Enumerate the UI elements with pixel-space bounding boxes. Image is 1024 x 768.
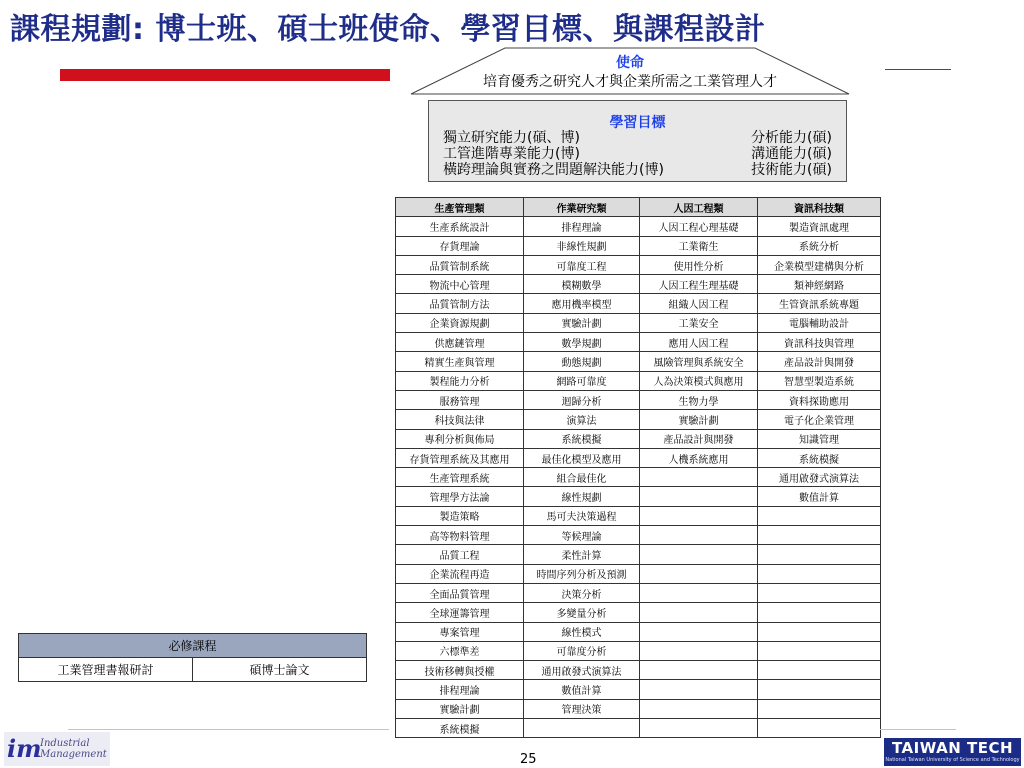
course-cell bbox=[640, 641, 758, 660]
course-cell: 動態規劃 bbox=[524, 352, 640, 371]
course-cell: 知識管理 bbox=[758, 429, 881, 448]
course-row bbox=[396, 680, 881, 699]
mission-roof bbox=[410, 47, 850, 95]
course-cell: 類神經網路 bbox=[758, 275, 881, 294]
course-cell: 專利分析與佈局 bbox=[396, 429, 524, 448]
course-cell: 柔性計算 bbox=[524, 545, 640, 564]
course-cell: 製程能力分析 bbox=[396, 371, 524, 390]
course-row bbox=[396, 603, 881, 622]
course-cell bbox=[640, 680, 758, 699]
course-row bbox=[396, 661, 881, 680]
course-cell: 存貨管理系統及其應用 bbox=[396, 448, 524, 467]
course-cell: 人因工程心理基礎 bbox=[640, 217, 758, 236]
course-cell: 系統模擬 bbox=[396, 719, 524, 738]
course-cell bbox=[758, 583, 881, 602]
course-cell: 人為決策模式與應用 bbox=[640, 371, 758, 390]
course-cell: 物流中心管理 bbox=[396, 275, 524, 294]
course-cell: 排程理論 bbox=[396, 680, 524, 699]
course-cell: 品質管制方法 bbox=[396, 294, 524, 313]
course-cell: 工業衛生 bbox=[640, 236, 758, 255]
course-cell: 品質管制系統 bbox=[396, 255, 524, 274]
course-cell: 人機系統應用 bbox=[640, 448, 758, 467]
course-cell: 生產系統設計 bbox=[396, 217, 524, 236]
course-cell bbox=[640, 564, 758, 583]
required-row bbox=[19, 658, 367, 682]
course-cell: 實驗計劃 bbox=[396, 699, 524, 718]
taiwan-tech-logo bbox=[884, 738, 1021, 766]
course-cell bbox=[758, 699, 881, 718]
required-courses-table bbox=[18, 633, 367, 682]
course-cell bbox=[640, 603, 758, 622]
course-cell: 品質工程 bbox=[396, 545, 524, 564]
course-row bbox=[396, 255, 881, 274]
course-cell: 系統模擬 bbox=[758, 448, 881, 467]
course-row bbox=[396, 699, 881, 718]
course-table-body bbox=[396, 217, 881, 738]
im-logo-line: Industrial bbox=[40, 738, 90, 749]
course-cell: 生物力學 bbox=[640, 390, 758, 409]
course-cell: 數值計算 bbox=[758, 487, 881, 506]
course-cell bbox=[758, 564, 881, 583]
course-cell: 多變量分析 bbox=[524, 603, 640, 622]
course-cell: 線性規劃 bbox=[524, 487, 640, 506]
course-row bbox=[396, 217, 881, 236]
course-cell: 生管資訊系統專題 bbox=[758, 294, 881, 313]
course-cell: 工業安全 bbox=[640, 313, 758, 332]
course-cell: 組織人因工程 bbox=[640, 294, 758, 313]
course-cell: 六標準差 bbox=[396, 641, 524, 660]
course-row bbox=[396, 313, 881, 332]
taiwan-tech-name: TAIWAN TECH bbox=[891, 739, 1014, 757]
course-table-header-row bbox=[396, 198, 881, 217]
required-course-cell: 工業管理書報研討 bbox=[19, 658, 193, 682]
learning-goal-item: 技術能力(碩) bbox=[751, 162, 832, 178]
course-cell bbox=[758, 680, 881, 699]
mission-text: 培育優秀之研究人才與企業所需之工業管理人才 bbox=[483, 74, 777, 90]
column-header: 生產管理類 bbox=[396, 198, 524, 217]
course-cell bbox=[758, 526, 881, 545]
course-row bbox=[396, 390, 881, 409]
course-cell: 系統模擬 bbox=[524, 429, 640, 448]
course-cell: 實驗計劃 bbox=[640, 410, 758, 429]
course-cell: 排程理論 bbox=[524, 217, 640, 236]
course-cell: 製造資訊處理 bbox=[758, 217, 881, 236]
course-cell: 資訊科技與管理 bbox=[758, 333, 881, 352]
course-cell: 管理學方法論 bbox=[396, 487, 524, 506]
course-table bbox=[395, 197, 881, 738]
course-row bbox=[396, 352, 881, 371]
learning-goal-item: 獨立研究能力(碩、博) bbox=[443, 130, 580, 146]
course-cell: 電腦輔助設計 bbox=[758, 313, 881, 332]
title-underline-line bbox=[885, 69, 951, 70]
learning-goals-left bbox=[443, 130, 664, 178]
course-row bbox=[396, 429, 881, 448]
course-cell bbox=[758, 506, 881, 525]
learning-goal-item: 工管進階專業能力(博) bbox=[443, 146, 580, 162]
im-logo-text bbox=[40, 738, 107, 760]
course-cell: 網路可靠度 bbox=[524, 371, 640, 390]
course-cell bbox=[640, 506, 758, 525]
course-row bbox=[396, 506, 881, 525]
course-cell bbox=[758, 641, 881, 660]
course-cell bbox=[758, 661, 881, 680]
course-row bbox=[396, 564, 881, 583]
required-course-cell: 碩博士論文 bbox=[193, 658, 367, 682]
course-cell: 組合最佳化 bbox=[524, 468, 640, 487]
course-cell: 風險管理與系統安全 bbox=[640, 352, 758, 371]
learning-goals-box bbox=[428, 100, 847, 182]
course-cell: 應用機率模型 bbox=[524, 294, 640, 313]
course-row bbox=[396, 410, 881, 429]
course-cell bbox=[640, 526, 758, 545]
course-cell: 模糊數學 bbox=[524, 275, 640, 294]
course-cell: 存貨理論 bbox=[396, 236, 524, 255]
learning-goals-title: 學習目標 bbox=[609, 115, 666, 131]
course-cell: 線性模式 bbox=[524, 622, 640, 641]
course-cell bbox=[640, 699, 758, 718]
course-cell bbox=[758, 622, 881, 641]
course-row bbox=[396, 622, 881, 641]
course-row bbox=[396, 333, 881, 352]
required-header-row bbox=[19, 634, 367, 658]
im-logo-line: Management bbox=[40, 749, 107, 760]
course-cell: 數學規劃 bbox=[524, 333, 640, 352]
course-cell: 系統分析 bbox=[758, 236, 881, 255]
course-cell: 科技與法律 bbox=[396, 410, 524, 429]
mission-title: 使命 bbox=[616, 55, 644, 71]
course-row bbox=[396, 468, 881, 487]
title-underline-bar bbox=[60, 69, 390, 81]
course-cell: 全球運籌管理 bbox=[396, 603, 524, 622]
course-row bbox=[396, 719, 881, 738]
course-cell: 技術移轉與授權 bbox=[396, 661, 524, 680]
learning-goal-item: 分析能力(碩) bbox=[751, 130, 832, 146]
industrial-management-logo bbox=[4, 732, 110, 766]
course-cell: 非線性規劃 bbox=[524, 236, 640, 255]
course-cell: 人因工程生理基礎 bbox=[640, 275, 758, 294]
learning-goal-item: 溝通能力(碩) bbox=[751, 146, 832, 162]
course-cell: 高等物料管理 bbox=[396, 526, 524, 545]
course-cell: 企業模型建構與分析 bbox=[758, 255, 881, 274]
course-cell bbox=[758, 719, 881, 738]
course-cell: 實驗計劃 bbox=[524, 313, 640, 332]
course-cell bbox=[640, 545, 758, 564]
course-cell: 服務管理 bbox=[396, 390, 524, 409]
course-cell: 最佳化模型及應用 bbox=[524, 448, 640, 467]
course-cell bbox=[758, 603, 881, 622]
im-logo-mark: im bbox=[7, 734, 42, 763]
course-cell: 數值計算 bbox=[524, 680, 640, 699]
course-cell: 等候理論 bbox=[524, 526, 640, 545]
slide-title: 課程規劃: 博士班、碩士班使命、學習目標、與課程設計 bbox=[10, 12, 766, 47]
course-cell: 資料探勘應用 bbox=[758, 390, 881, 409]
course-cell: 生產管理系統 bbox=[396, 468, 524, 487]
learning-goal-item: 橫跨理論與實務之問題解決能力(博) bbox=[443, 162, 664, 178]
course-row bbox=[396, 487, 881, 506]
course-cell: 通用啟發式演算法 bbox=[758, 468, 881, 487]
course-cell: 供應鏈管理 bbox=[396, 333, 524, 352]
course-cell: 產品設計與開發 bbox=[758, 352, 881, 371]
footer-divider-right bbox=[880, 729, 956, 730]
course-row bbox=[396, 371, 881, 390]
course-cell: 全面品質管理 bbox=[396, 583, 524, 602]
course-cell: 可靠度工程 bbox=[524, 255, 640, 274]
course-cell: 電子化企業管理 bbox=[758, 410, 881, 429]
course-cell: 可靠度分析 bbox=[524, 641, 640, 660]
course-cell: 演算法 bbox=[524, 410, 640, 429]
page-number: 25 bbox=[520, 752, 537, 767]
course-row bbox=[396, 526, 881, 545]
course-cell: 企業流程再造 bbox=[396, 564, 524, 583]
course-cell: 決策分析 bbox=[524, 583, 640, 602]
course-cell: 產品設計與開發 bbox=[640, 429, 758, 448]
course-cell: 智慧型製造系統 bbox=[758, 371, 881, 390]
learning-goals-right bbox=[751, 130, 832, 178]
course-row bbox=[396, 275, 881, 294]
course-cell bbox=[640, 583, 758, 602]
course-cell bbox=[640, 719, 758, 738]
column-header: 人因工程類 bbox=[640, 198, 758, 217]
course-cell: 應用人因工程 bbox=[640, 333, 758, 352]
course-cell: 迴歸分析 bbox=[524, 390, 640, 409]
course-cell: 精實生產與管理 bbox=[396, 352, 524, 371]
taiwan-tech-subtitle: National Taiwan University of Science and Technology bbox=[885, 757, 1020, 763]
course-cell: 使用性分析 bbox=[640, 255, 758, 274]
course-cell bbox=[524, 719, 640, 738]
column-header: 作業研究類 bbox=[524, 198, 640, 217]
required-courses-title: 必修課程 bbox=[19, 634, 367, 658]
course-cell bbox=[640, 487, 758, 506]
course-cell: 通用啟發式演算法 bbox=[524, 661, 640, 680]
course-cell: 管理決策 bbox=[524, 699, 640, 718]
course-cell: 時間序列分析及預測 bbox=[524, 564, 640, 583]
course-row bbox=[396, 545, 881, 564]
course-row bbox=[396, 448, 881, 467]
course-row bbox=[396, 294, 881, 313]
course-cell bbox=[640, 622, 758, 641]
course-cell: 馬可夫決策過程 bbox=[524, 506, 640, 525]
column-header: 資訊科技類 bbox=[758, 198, 881, 217]
course-cell: 專案管理 bbox=[396, 622, 524, 641]
course-cell: 企業資源規劃 bbox=[396, 313, 524, 332]
course-cell: 製造策略 bbox=[396, 506, 524, 525]
course-row bbox=[396, 641, 881, 660]
footer-divider-left bbox=[68, 729, 389, 730]
course-cell bbox=[640, 468, 758, 487]
course-row bbox=[396, 583, 881, 602]
course-row bbox=[396, 236, 881, 255]
course-cell bbox=[758, 545, 881, 564]
course-cell bbox=[640, 661, 758, 680]
